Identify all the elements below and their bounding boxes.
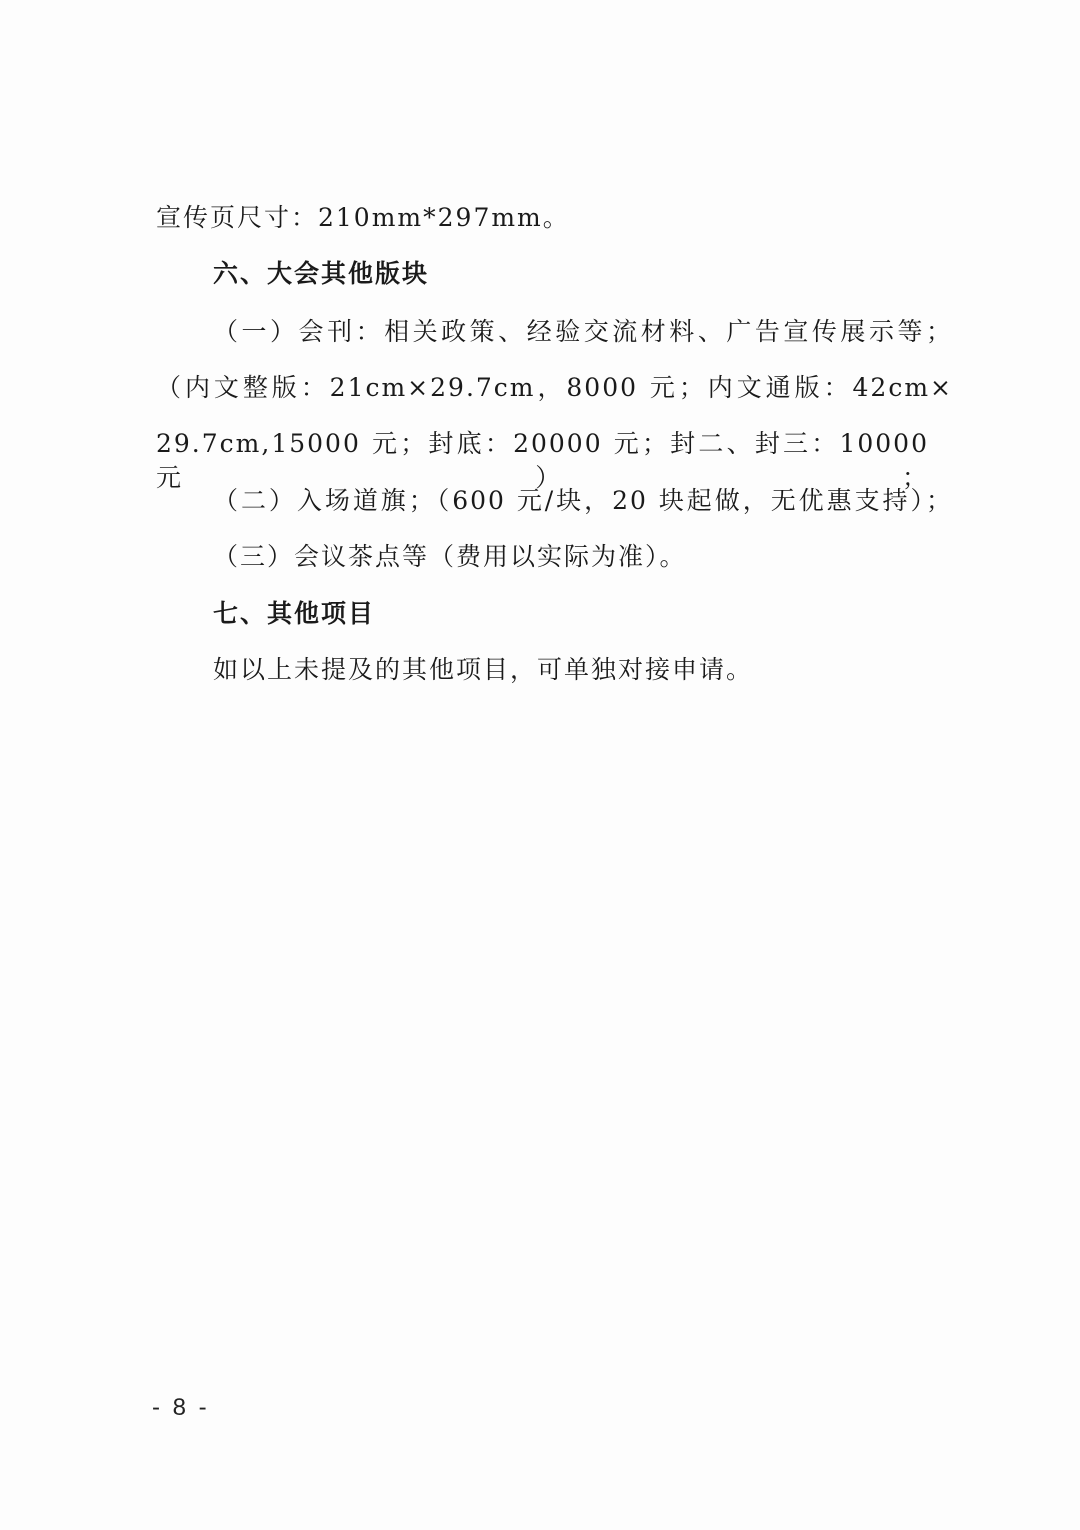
item-journal-prices-line1: （内文整版：21cm×29.7cm，8000 元；内文通版：42cm× (156, 373, 953, 402)
page-number: - 8 - (152, 1394, 210, 1421)
section-heading-other-sections: 六、大会其他版块 (213, 259, 430, 288)
item-conference-journal: （一）会刊：相关政策、经验交流材料、广告宣传展示等； (213, 317, 953, 346)
item-entrance-flags: （二）入场道旗；（600 元/块，20 块起做，无优惠支持）； (213, 486, 953, 515)
section-heading-other-items: 七、其他项目 (213, 599, 376, 628)
item-journal-prices-line2: 29.7cm,15000 元；封底：20000 元；封二、封三：10000 元）； (156, 429, 929, 492)
paragraph-other-items: 如以上未提及的其他项目，可单独对接申请。 (213, 655, 754, 684)
item-meeting-refreshments: （三）会议茶点等（费用以实际为准）。 (213, 542, 687, 571)
paragraph-leaflet-size: 宣传页尺寸：210mm*297mm。 (156, 203, 570, 232)
